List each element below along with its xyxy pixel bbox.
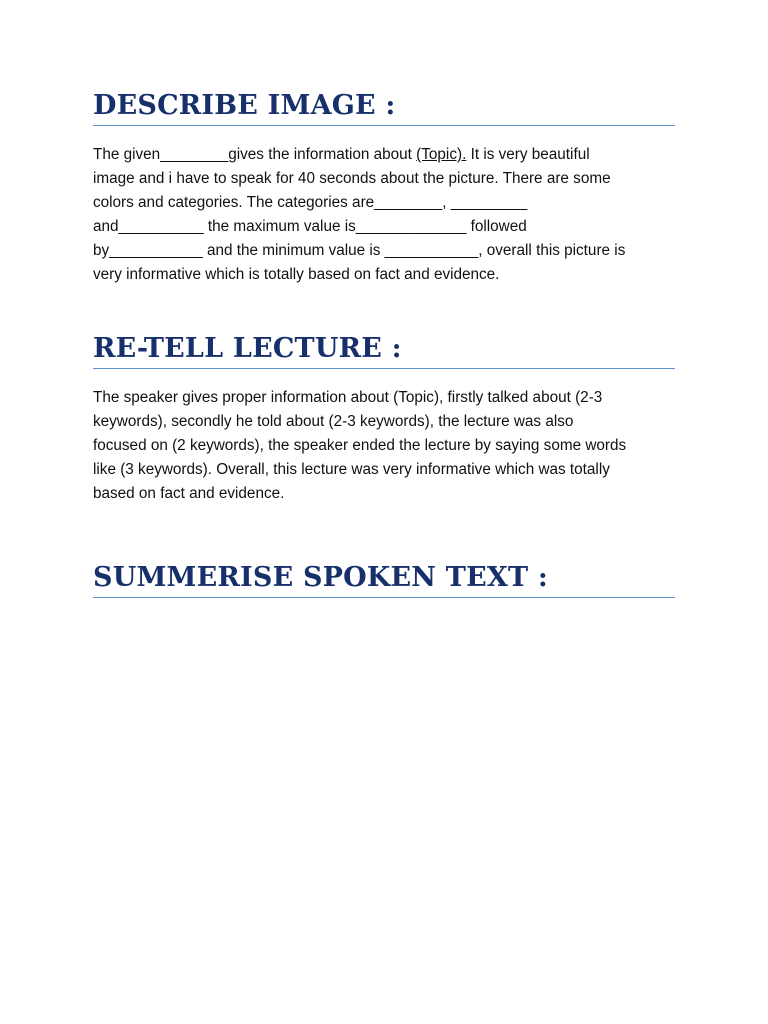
- section-summarise-spoken-text: [93, 561, 675, 598]
- text-line: like (3 keywords). Overall, this lecture was very informative which was totally: [93, 461, 610, 478]
- text-line: The given________gives the information about: [93, 146, 417, 163]
- heading-describe-image: DESCRIBE IMAGE :: [93, 89, 675, 126]
- text-line: keywords), secondly he told about (2-3 keywords), the lecture was also: [93, 413, 574, 430]
- text-line: very informative which is totally based on fact and evidence.: [93, 266, 500, 283]
- text-line: and__________ the maximum value is_____________ followed: [93, 218, 527, 235]
- section-retell-lecture: [93, 332, 675, 506]
- text-line: It is very beautiful: [466, 146, 590, 163]
- text-line: based on fact and evidence.: [93, 485, 285, 502]
- heading-summarise-spoken-text: SUMMERISE SPOKEN TEXT :: [93, 561, 675, 598]
- topic-placeholder: (Topic).: [416, 146, 467, 163]
- text-line: colors and categories. The categories are________, _________: [93, 194, 528, 211]
- text-line: by___________ and the minimum value is ___________, overall this picture is: [93, 242, 626, 259]
- paragraph-retell-lecture: [93, 386, 675, 506]
- text-line: image and i have to speak for 40 seconds about the picture. There are some: [93, 170, 611, 187]
- text-line: focused on (2 keywords), the speaker ended the lecture by saying some words: [93, 437, 627, 454]
- paragraph-describe-image: [93, 143, 675, 287]
- text-line: The speaker gives proper information about (Topic), firstly talked about (2-3: [93, 389, 603, 406]
- section-describe-image: [93, 89, 675, 287]
- heading-retell-lecture: RE-TELL LECTURE :: [93, 332, 675, 369]
